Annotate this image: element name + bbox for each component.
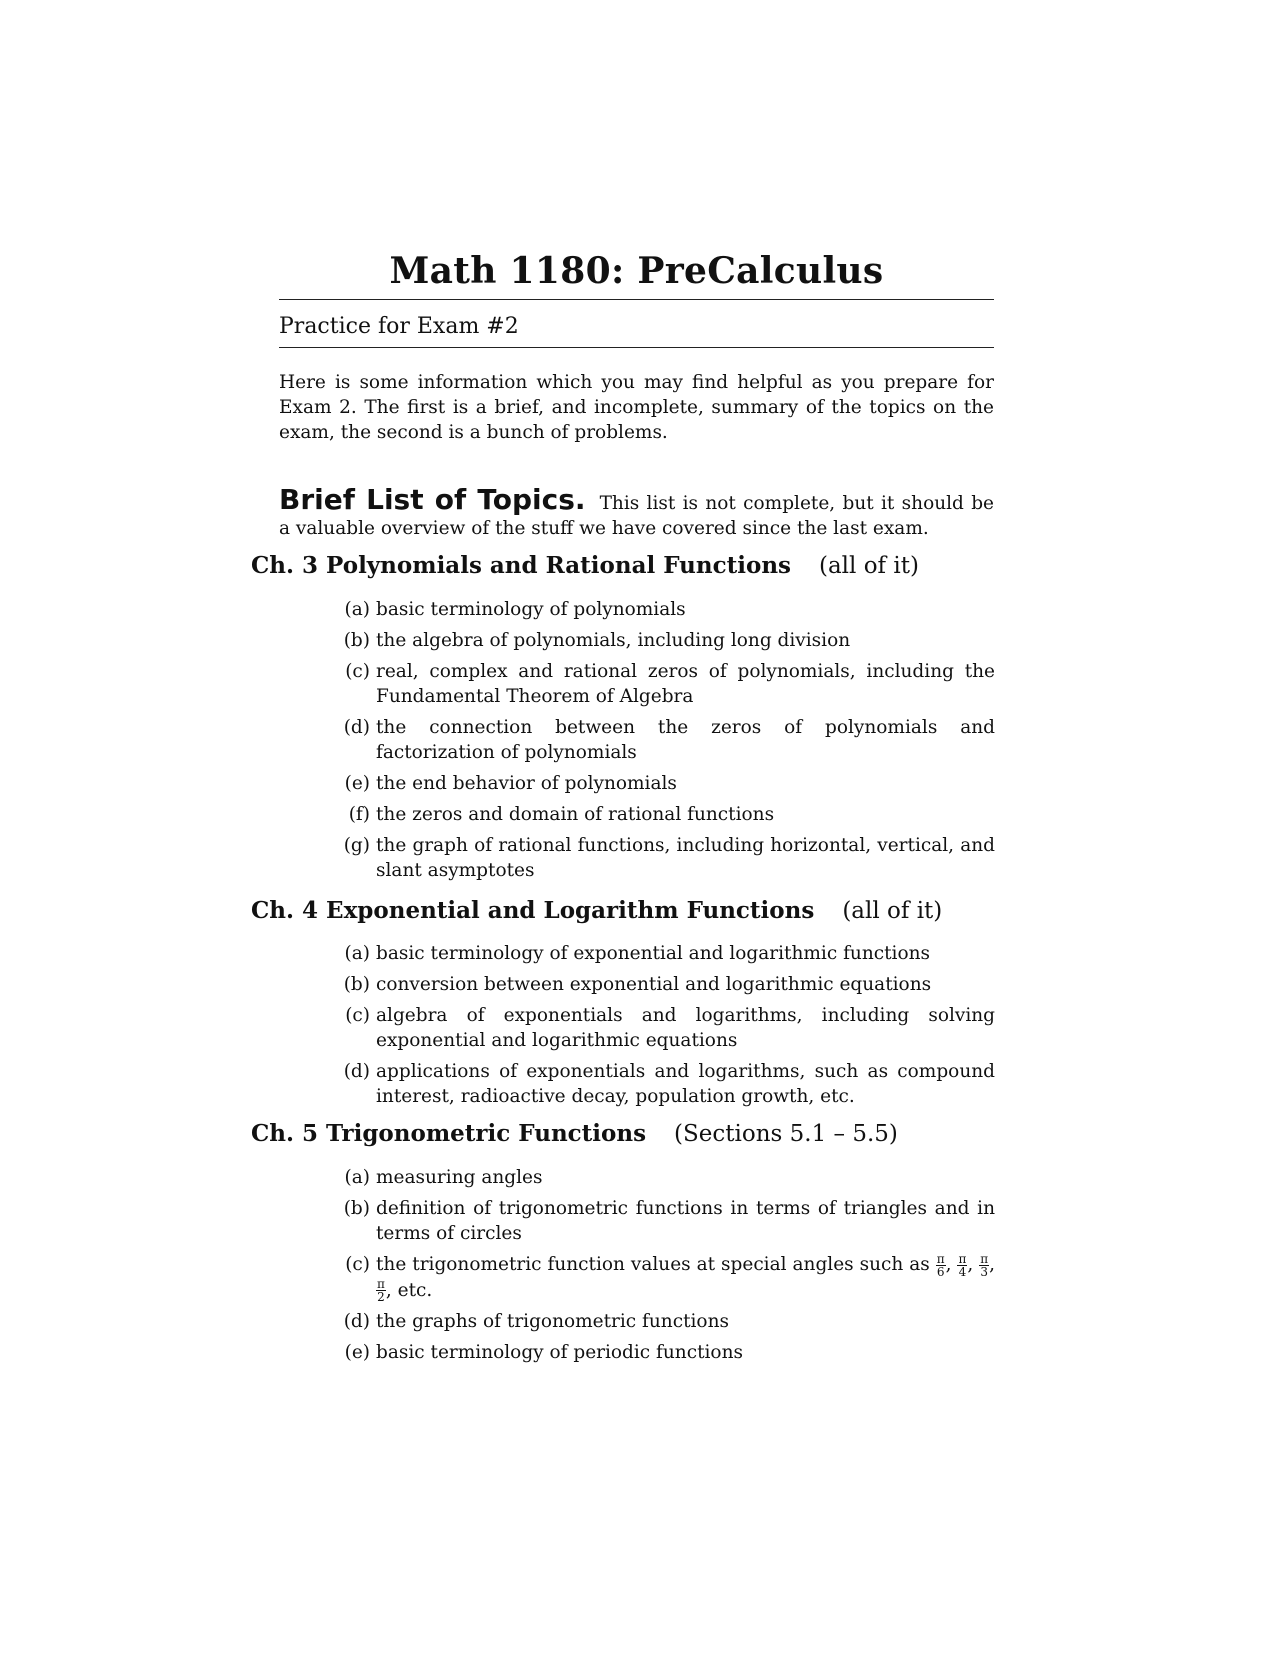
chapter-3-heading [251,550,919,582]
item-text: applications of exponentials and logarithms, such as compound interest, radioactive decay, population growth, etc. [376,1061,995,1107]
list-item [330,833,995,883]
item-marker: (a) [344,1167,370,1188]
item-text: the end behavior of polynomials [376,773,677,794]
list-item [330,941,995,966]
list-item [330,802,995,827]
list-item [330,1340,995,1365]
item-text: the graphs of trigonometric functions [376,1311,729,1332]
item-marker: (d) [343,1061,370,1082]
list-item [330,1059,995,1109]
list-item [330,1165,995,1190]
item-text: measuring angles [376,1167,543,1188]
intro-paragraph: Here is some information which you may find helpful as you prepare for Exam 2. The first is a brief, and incomplete, summary of the topics on the exam, the second is a bunch of problems. [279,372,994,443]
chapter-5-heading [251,1118,898,1150]
chapter-3-list [330,597,995,889]
item-text: the connection between the zeros of polynomials and factorization of polynomials [376,717,995,763]
fraction-pi-over-3: $\frac{\pi}{3}$ [980,1251,989,1279]
item-text: real, complex and rational zeros of polynomials, including the Fundamental Theorem of Algebra [376,661,995,707]
fraction-pi-over-4: $\frac{\pi}{4}$ [958,1251,967,1279]
item-tail: etc. [397,1279,433,1301]
page-subtitle: Practice for Exam #2 [279,314,519,339]
chapter-4-scope: (all of it) [842,898,943,924]
list-item [330,771,995,796]
item-text: the algebra of polynomials, including long division [376,630,851,651]
item-text: the graph of rational functions, including horizontal, vertical, and slant asymptotes [376,835,995,881]
list-item: (c) the trigonometric function values at special angles such as $\frac{\pi}{6}$ , $\frac{\pi}{4}$ , $\frac{\pi}{3}$ , $\frac{\pi}{2}$ , etc. [330,1252,995,1303]
item-marker: (c) [345,661,370,682]
subtitle-rule [279,347,994,348]
topics-text: This list is not complete, but it should be a valuable overview of the stuff we have covered since the last exam. [279,493,995,539]
topics-heading: Brief List of Topics. [279,483,586,516]
title-rule [279,299,994,300]
page-title: Math 1180: PreCalculus [389,250,884,292]
item-marker: (f) [348,804,370,825]
list-item [330,972,995,997]
fraction-pi-over-6: $\frac{\pi}{6}$ [936,1251,945,1279]
item-marker: (b) [343,1198,370,1219]
item-marker: (c) [345,1254,370,1275]
item-text: the zeros and domain of rational functions [376,804,775,825]
item-text: basic terminology of periodic functions [376,1342,743,1363]
item-marker: (d) [343,717,370,738]
chapter-4-heading [251,895,942,927]
topics-paragraph [279,483,995,541]
list-item [330,659,995,709]
item-marker: (b) [343,630,370,651]
list-item [330,628,995,653]
chapter-3-label: Ch. 3 Polynomials and Rational Functions [251,552,791,579]
item-marker: (b) [343,974,370,995]
chapter-3-scope: (all of it) [818,553,919,579]
item-marker: (c) [345,1005,370,1026]
chapter-5-scope: (Sections 5.1 – 5.5) [674,1121,898,1147]
chapter-5-list [330,1165,995,1371]
chapter-4-label: Ch. 4 Exponential and Logarithm Functions [251,897,815,924]
item-text: the trigonometric function values at special angles such as [376,1254,930,1275]
list-item [330,1003,995,1053]
chapter-5-label: Ch. 5 Trigonometric Functions [251,1120,647,1147]
chapter-4-list [330,941,995,1115]
item-text: basic terminology of exponential and logarithmic functions [376,943,931,964]
item-marker: (e) [344,1342,370,1363]
list-item [330,715,995,765]
item-marker: (d) [343,1311,370,1332]
list-item [330,1196,995,1246]
item-text: definition of trigonometric functions in terms of triangles and in terms of circles [376,1198,995,1244]
list-item [330,597,995,622]
item-text: basic terminology of polynomials [376,599,686,620]
item-marker: (e) [344,773,370,794]
fraction-pi-over-2: $\frac{\pi}{2}$ [377,1277,385,1304]
list-item [330,1309,995,1334]
item-marker: (a) [344,943,370,964]
item-marker: (a) [344,599,370,620]
item-text: conversion between exponential and logarithmic equations [376,974,932,995]
item-text: algebra of exponentials and logarithms, including solving exponential and logarithmic equations [376,1005,995,1051]
item-marker: (g) [343,835,370,856]
